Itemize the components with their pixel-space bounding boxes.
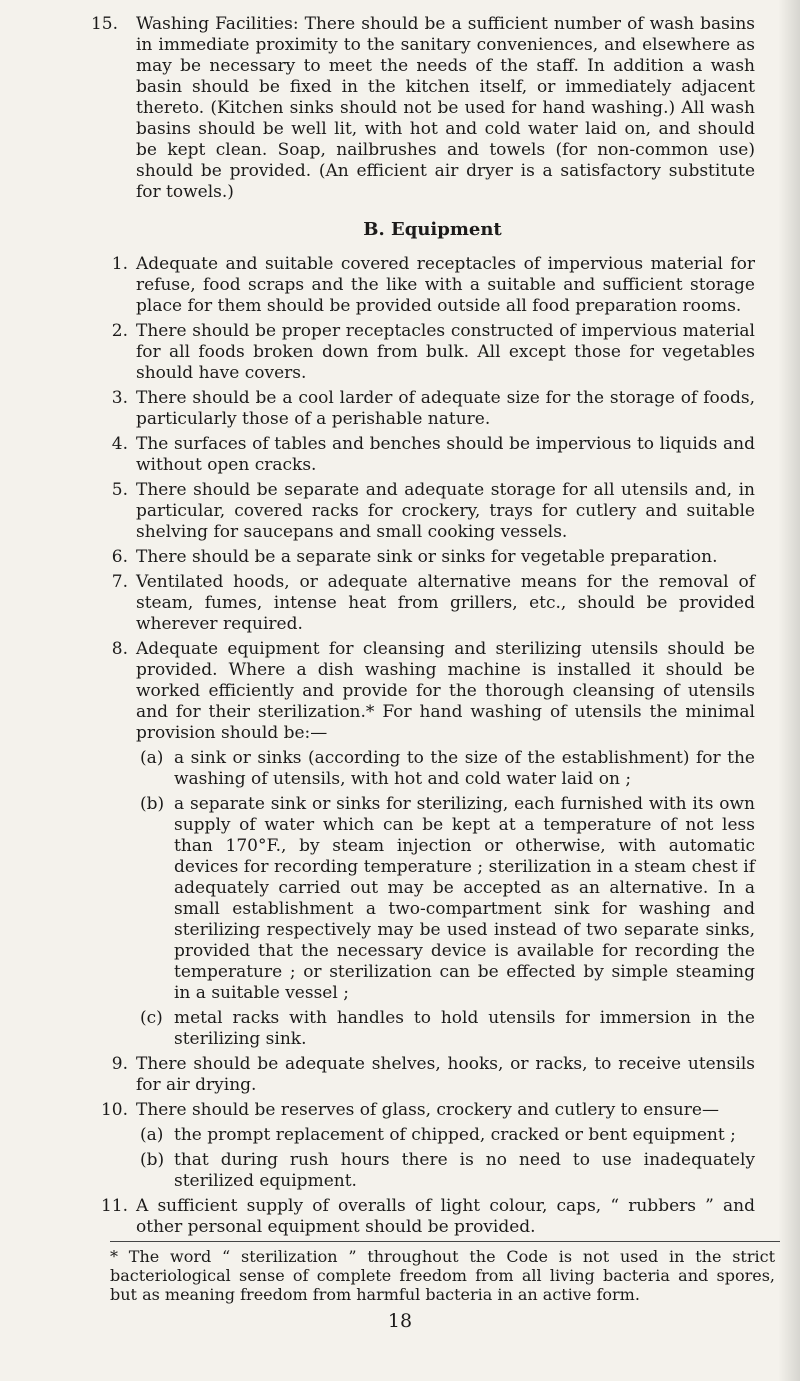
item-9 [110,1054,755,1096]
item-number: 7. [111,572,128,592]
item-3 [110,388,755,430]
item-number: 2. [111,321,128,341]
footnote-divider [110,1241,780,1242]
item-10-sub-b [110,1150,755,1192]
sub-label: (b) [140,794,165,814]
item-10 [100,1100,755,1121]
item-number: 4. [111,434,128,454]
item-number: 15. [90,14,118,34]
item-6 [110,547,755,568]
sub-text: the prompt replacement of chipped, cracked or bent equipment ; [174,1125,736,1145]
item-text: Ventilated hoods, or adequate alternative means for the removal of steam, fumes, intense heat from grillers, etc., should be provided wherever required. [136,572,755,634]
sub-text: a separate sink or sinks for sterilizing, each furnished with its own supply of water which can be kept at a temperature of not less than 170°F., by steam injection or otherwise, with automatic devices for recording temperature ; sterilization in a steam chest if adequately carried out may be accepted as an alternative. In a small establishment a two-compartment sink for washing and sterilizing respectively may be used instead of two separate sinks, provided that the necessary device is available for recording the temperature ; or sterilization can be effected by simple steaming in a suitable vessel ; [174,794,755,1003]
sub-label: (a) [140,1125,164,1145]
item-number: 5. [111,480,128,500]
item-text: Washing Facilities: There should be a sufficient number of wash basins in immediate proximity to the sanitary conveniences, and elsewhere as may be necessary to meet the needs of the staff. In addition a wash basin should be fixed in the kitchen itself, or immediately adjacent thereto. (Kitchen sinks should not be used for hand washing.) All wash basins should be well lit, with hot and cold water laid on, and should be kept clean. Soap, nailbrushes and towels (for non-common use) should be provided. (An efficient air dryer is a satisfactory substitute for towels.) [136,14,755,202]
item-text: The surfaces of tables and benches should be impervious to liquids and without open cracks. [136,434,755,475]
item-number: 8. [111,639,128,659]
item-8-sub-c [110,1008,755,1050]
item-7 [110,572,755,635]
item-8-sub-b [110,794,755,1004]
page-edge-shadow [778,0,800,1381]
sub-label: (b) [140,1150,165,1170]
sub-text: metal racks with handles to hold utensils for immersion in the sterilizing sink. [174,1008,755,1049]
item-number: 9. [111,1054,128,1074]
item-text: Adequate equipment for cleansing and sterilizing utensils should be provided. Where a dish washing machine is installed it should be worked efficiently and provide for the thorough cleansing of utensils and for their sterilization.* For hand washing of utensils the minimal provision should be:— [136,639,755,743]
item-text: There should be separate and adequate storage for all utensils and, in particular, covered racks for crockery, trays for cutlery and suitable shelving for saucepans and small cooking vessels. [136,480,755,542]
item-11 [100,1196,755,1238]
sub-label: (c) [140,1008,163,1028]
sub-text: that during rush hours there is no need to use inadequately sterilized equipment. [174,1150,755,1191]
section-heading: B. Equipment [363,219,502,240]
item-text: There should be a cool larder of adequate size for the storage of foods, particularly those of a perishable nature. [136,388,755,429]
item-text: There should be adequate shelves, hooks, or racks, to receive utensils for air drying. [136,1054,755,1095]
item-1 [110,254,755,317]
item-2 [110,321,755,384]
main-text [90,14,755,1242]
item-number: 10. [100,1100,128,1120]
page-number: 18 [387,1310,413,1332]
item-5 [110,480,755,543]
sub-text: a sink or sinks (according to the size of the establishment) for the washing of utensils, with hot and cold water laid on ; [174,748,755,789]
item-number: 3. [111,388,128,408]
item-number: 6. [111,547,128,567]
item-text: A sufficient supply of overalls of light colour, caps, “ rubbers ” and other personal equipment should be provided. [136,1196,755,1237]
item-8-sub-a [110,748,755,790]
item-text: There should be proper receptacles constructed of impervious material for all foods broken down from bulk. All except those for vegetables should have covers. [136,321,755,383]
sub-label: (a) [140,748,164,768]
item-10-sub-a [110,1125,755,1146]
item-4 [110,434,755,476]
item-15 [90,14,755,203]
item-text: There should be a separate sink or sinks for vegetable preparation. [136,547,718,567]
item-number: 1. [111,254,128,274]
item-number: 11. [100,1196,128,1216]
footnote: * The word “ sterilization ” throughout the Code is not used in the strict bacteriological sense of complete freedom from all living bacteria and spores, but as meaning freedom from harmful bacteria in an active form. [110,1247,775,1304]
item-text: There should be reserves of glass, crockery and cutlery to ensure— [136,1100,719,1120]
item-text: Adequate and suitable covered receptacles of impervious material for refuse, food scraps and the like with a suitable and sufficient storage place for them should be provided outside all food preparation rooms. [136,254,755,316]
item-8 [110,639,755,744]
